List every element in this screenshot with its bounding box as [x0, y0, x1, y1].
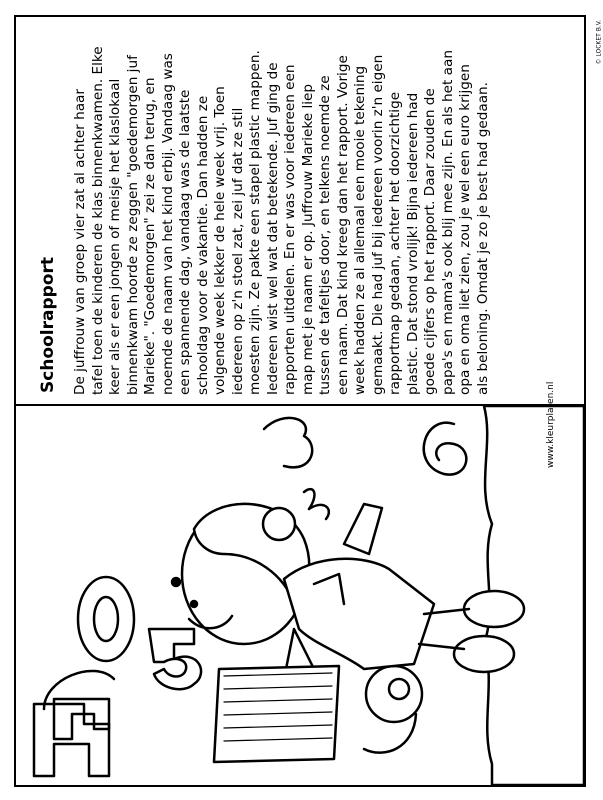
- story-line: De juffrouw van groep vier zat al achter haar: [72, 88, 88, 395]
- number-9-shape: [366, 666, 422, 722]
- girl-eye-right: [172, 578, 180, 586]
- girl-shoe-right: [464, 591, 524, 627]
- story-line: keer als er een jongen of meisje het klaslokaal: [107, 78, 123, 395]
- story-line: Iedereen wist wel wat dat betekende. Juf ging de: [264, 61, 281, 395]
- story-line: moesten zijn. Ze pakte een stapel plastic mappen.: [247, 49, 263, 395]
- story-line: noemde de naam van het kind erbij. Vandaag was: [159, 52, 176, 395]
- story-line: als beloning. Omdat je zo je best had gedaan.: [474, 81, 491, 395]
- girl-with-report-illustration: [14, 404, 586, 787]
- story-line: papa's en mama's ook blij mee zijn. En als het aan: [439, 49, 456, 395]
- story-line: een naam. Dat kind kreeg dan het rapport. Vorige: [334, 54, 351, 395]
- story-rotated: [30, 25, 570, 395]
- number-0-shape: [78, 577, 134, 661]
- story-title: Schoolrapport: [38, 256, 58, 393]
- story-line: een spannende dag, vandaag was de laatste: [177, 89, 193, 395]
- copyright-text: © LOCKET B.V.: [596, 20, 603, 65]
- number-3-shape: [264, 418, 312, 467]
- girl-ear: [263, 508, 295, 540]
- story-body: [72, 25, 492, 395]
- story-line: map met je naam er op. Juffrouw Marieke liep: [299, 83, 316, 395]
- story-line: plastic. Dat stond vrolijk! Bijna iedereen had: [404, 92, 421, 395]
- story-line: binnenkwam hoorde ze zeggen "goedemorgen juf: [124, 54, 141, 395]
- story-line: tafel toen de kinderen de klas binnenkwamen. Elke: [89, 45, 106, 395]
- story-panel: [14, 15, 586, 404]
- website-text: www.kleurplaten.nl: [546, 381, 556, 468]
- story-line: Marieke". "Goedemorgen" zei ze dan terug, en: [142, 77, 158, 395]
- story-line: rapportmap gedaan, achter het doorzichtige: [387, 91, 403, 395]
- story-line: opa en oma liet zien, zou je wel een euro krijgen: [457, 63, 473, 395]
- story-line: volgende week lekker de hele week vrij. Toen: [212, 85, 228, 395]
- story-line: rapporten uitdelen. En er was voor iedereen een: [282, 64, 298, 395]
- story-line: iedereen op z'n stoel zat, zei juf dat ze stil: [229, 107, 246, 395]
- girl-arm-right: [344, 504, 382, 554]
- illustration-panel: [14, 404, 586, 787]
- story-line: gemaakt. Die had juf bij iedereen voorin z'n eigen: [369, 54, 386, 395]
- story-line: schooldag voor de vakantie. Dan hadden ze: [194, 95, 211, 395]
- story-line: week hadden ze al allemaal een mooie tekening: [352, 65, 368, 395]
- story-line: goede cijfers op het rapport. Daar zouden de: [422, 87, 438, 395]
- girl-ponytail: [304, 489, 329, 519]
- girl-eye-left: [191, 601, 197, 607]
- number-6-shape: [424, 423, 467, 475]
- number-5-shape: [149, 629, 201, 689]
- story-line: tussen de tafeltjes door, en telkens noemde ze: [317, 74, 333, 395]
- girl-shoe-left: [454, 636, 514, 672]
